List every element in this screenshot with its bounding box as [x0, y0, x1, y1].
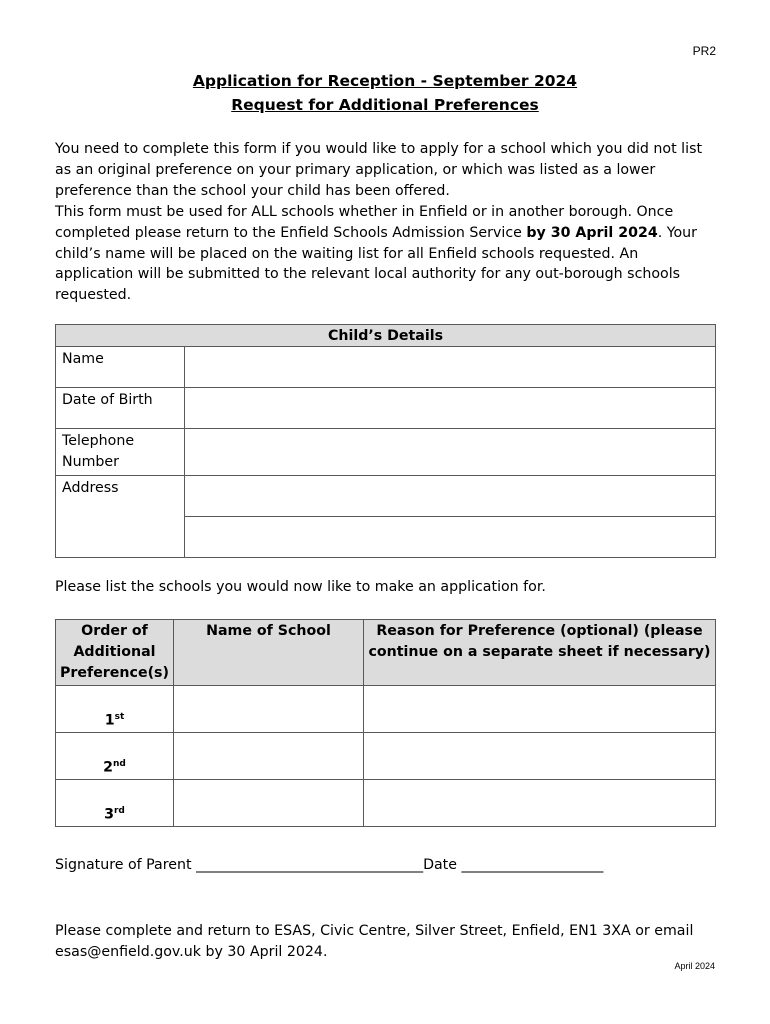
intro-paragraph-2-start: This form must be used for ALL schools whether in Enfield or in another borough. Once completed please return to the Enfield Schools Admission Service: [55, 203, 674, 241]
reason-column-header: Reason for Preference (optional) (please continue on a separate sheet if necessary): [363, 620, 715, 686]
school-preferences-table: [55, 619, 716, 827]
child-details-heading: Child’s Details: [56, 325, 716, 347]
address-label: Address: [56, 476, 185, 558]
return-instructions: Please complete and return to ESAS, Civic Centre, Silver Street, Enfield, EN1 3XA or email esas@enfield.gov.uk by 30 April 2024.: [55, 923, 694, 960]
intro-text: [55, 139, 720, 306]
intro-paragraph-1: You need to complete this form if you would like to apply for a school which you did not list as an original preference on your primary application, or which was listed as a lower preference than the school your child has been offered.: [55, 141, 703, 199]
reason-field[interactable]: [363, 733, 715, 780]
intro-paragraph-2-end: . Your child’s name will be placed on the waiting list for all Enfield schools requested. An application will be submitted to the relevant local authority for any out-borough schools requested.: [55, 224, 697, 304]
dob-label: Date of Birth: [56, 388, 185, 429]
footer-date: April 2024: [674, 961, 715, 971]
telephone-field[interactable]: [185, 429, 716, 476]
form-title: Application for Reception - September 2024: [192, 72, 578, 90]
form-subtitle: Request for Additional Preferences: [231, 96, 539, 114]
address-field-line-1[interactable]: [185, 476, 716, 517]
deadline-highlight: by 30 April 2024: [526, 224, 658, 241]
child-name-field[interactable]: [185, 347, 716, 388]
schools-intro: Please list the schools you would now like to make an application for.: [55, 579, 546, 595]
form-code: PR2: [692, 44, 716, 58]
address-field-line-2[interactable]: [185, 517, 716, 558]
reason-field[interactable]: [363, 686, 715, 733]
preference-order: 3rd: [56, 780, 174, 827]
preference-row: [56, 686, 716, 733]
reason-field[interactable]: [363, 780, 715, 827]
intro-paragraph-2: [55, 202, 720, 307]
school-name-field[interactable]: [173, 686, 363, 733]
signature-date-line[interactable]: Signature of Parent ________________________________Date ____________________: [55, 857, 604, 873]
name-label: Name: [56, 347, 185, 388]
child-details-table: [55, 324, 716, 558]
child-dob-field[interactable]: [185, 388, 716, 429]
school-name-field[interactable]: [173, 733, 363, 780]
preference-order: 1st: [56, 686, 174, 733]
preference-row: [56, 733, 716, 780]
telephone-label: Telephone Number: [56, 429, 185, 476]
school-name-field[interactable]: [173, 780, 363, 827]
order-column-header: Order of Additional Preference(s): [56, 620, 174, 686]
school-name-column-header: Name of School: [173, 620, 363, 686]
preference-row: [56, 780, 716, 827]
preference-order: 2nd: [56, 733, 174, 780]
